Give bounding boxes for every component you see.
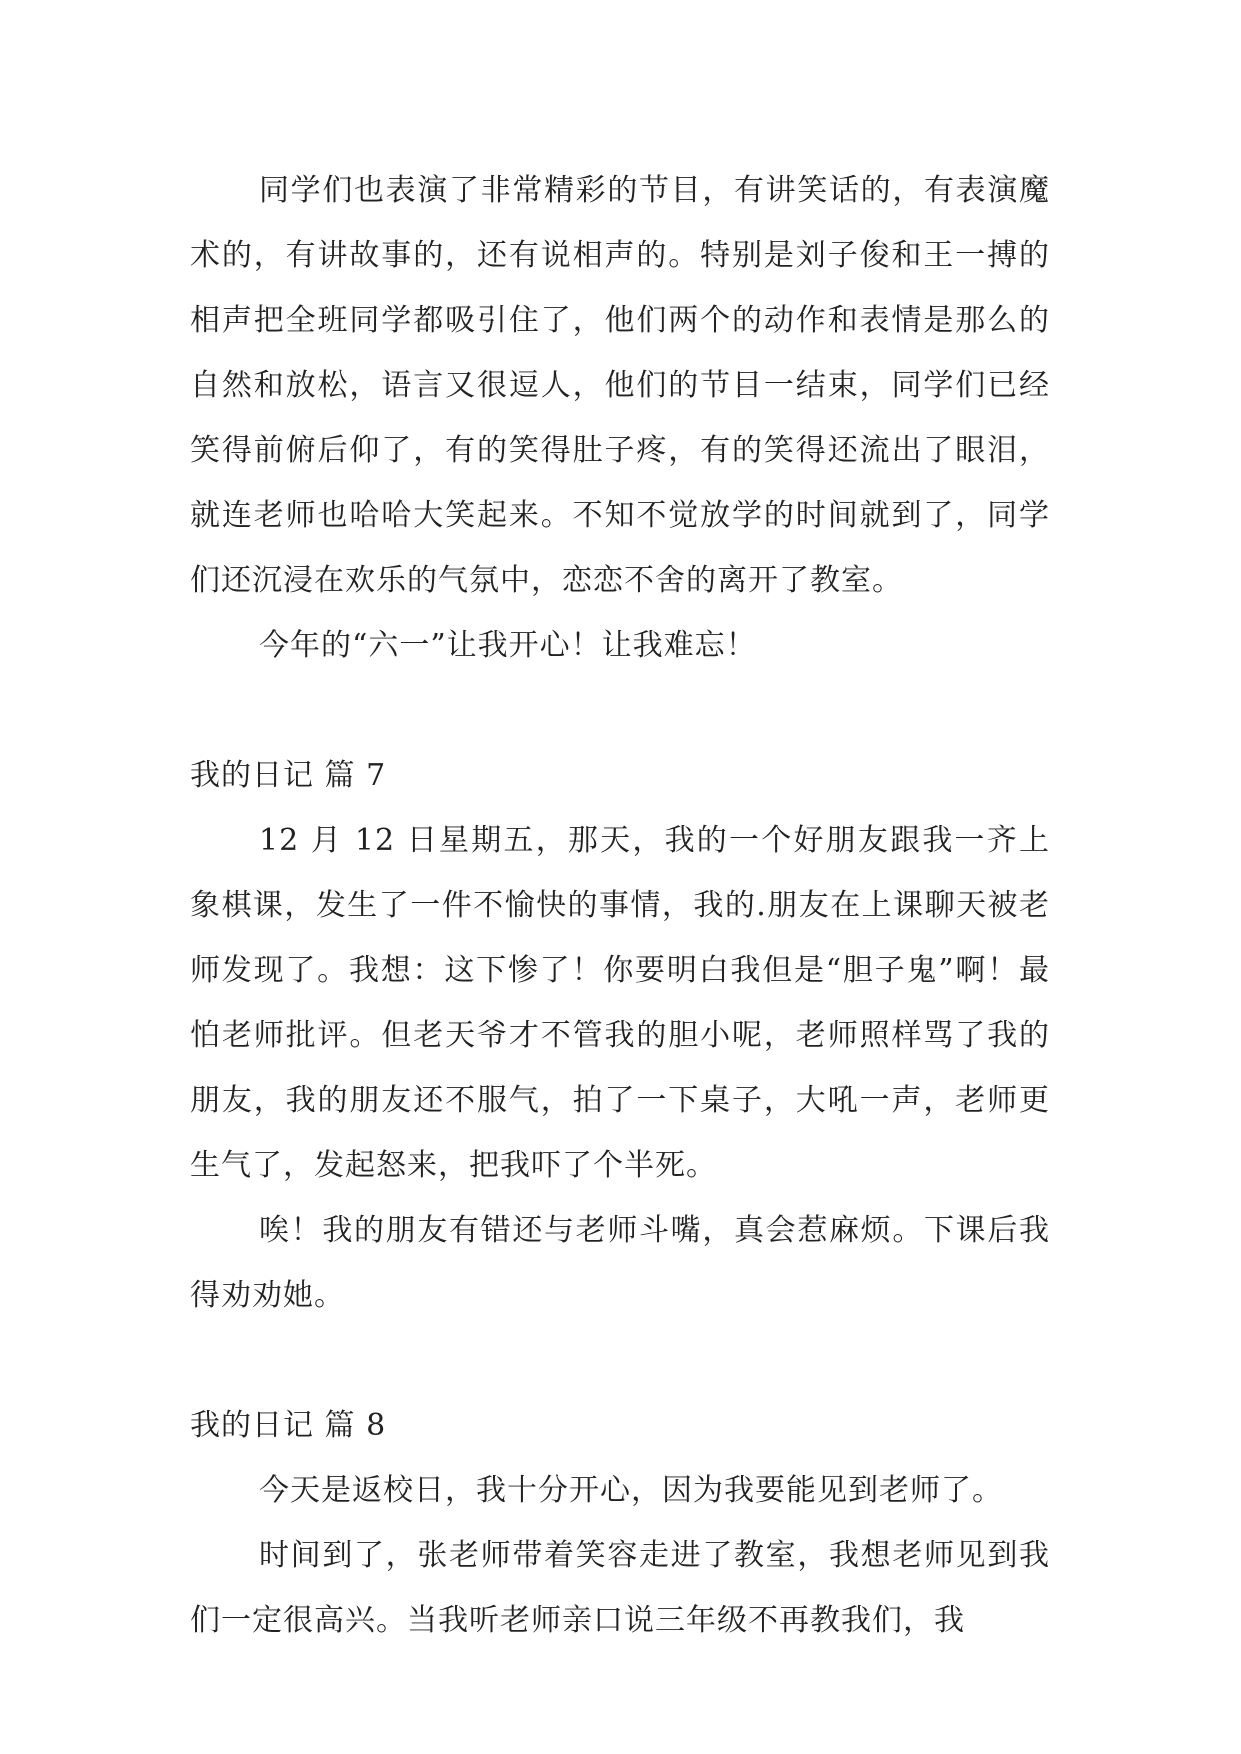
section-heading: 我的日记 篇 7 [190,758,387,793]
document-body [190,158,1050,1653]
paragraph: 今天是返校日，我十分开心，因为我要能见到老师了。 [259,1473,1003,1508]
paragraph: 唉！我的朋友有错还与老师斗嘴，真会惹麻烦。下课后我得劝劝她。 [190,1213,1050,1313]
paragraph: 时间到了，张老师带着笑容走进了教室，我想老师见到我们一定很高兴。当我听老师亲口说三年级不再教我们，我 [190,1538,1050,1638]
section-gap [190,1328,1050,1393]
section-gap [190,678,1050,743]
paragraph: 今年的“六一”让我开心！让我难忘！ [259,628,757,663]
paragraph: 12 月 12 日星期五，那天，我的一个好朋友跟我一齐上象棋课，发生了一件不愉快的事情，我的.朋友在上课聊天被老师发现了。我想：这下惨了！你要明白我但是“胆子鬼”啊！最怕老师批评。但老天爷才不管我的胆小呢，老师照样骂了我的朋友，我的朋友还不服气，拍了一下桌子，大吼一声，老师更生气了，发起怒来，把我吓了个半死。 [190,823,1050,1183]
paragraph: 同学们也表演了非常精彩的节目，有讲笑话的，有表演魔术的，有讲故事的，还有说相声的。特别是刘子俊和王一搏的相声把全班同学都吸引住了，他们两个的动作和表情是那么的自然和放松，语言又很逗人，他们的节目一结束，同学们已经笑得前俯后仰了，有的笑得肚子疼，有的笑得还流出了眼泪，就连老师也哈哈大笑起来。不知不觉放学的时间就到了，同学们还沉浸在欢乐的气氛中，恋恋不舍的离开了教室。 [190,173,1050,598]
section-heading: 我的日记 篇 8 [190,1408,387,1443]
